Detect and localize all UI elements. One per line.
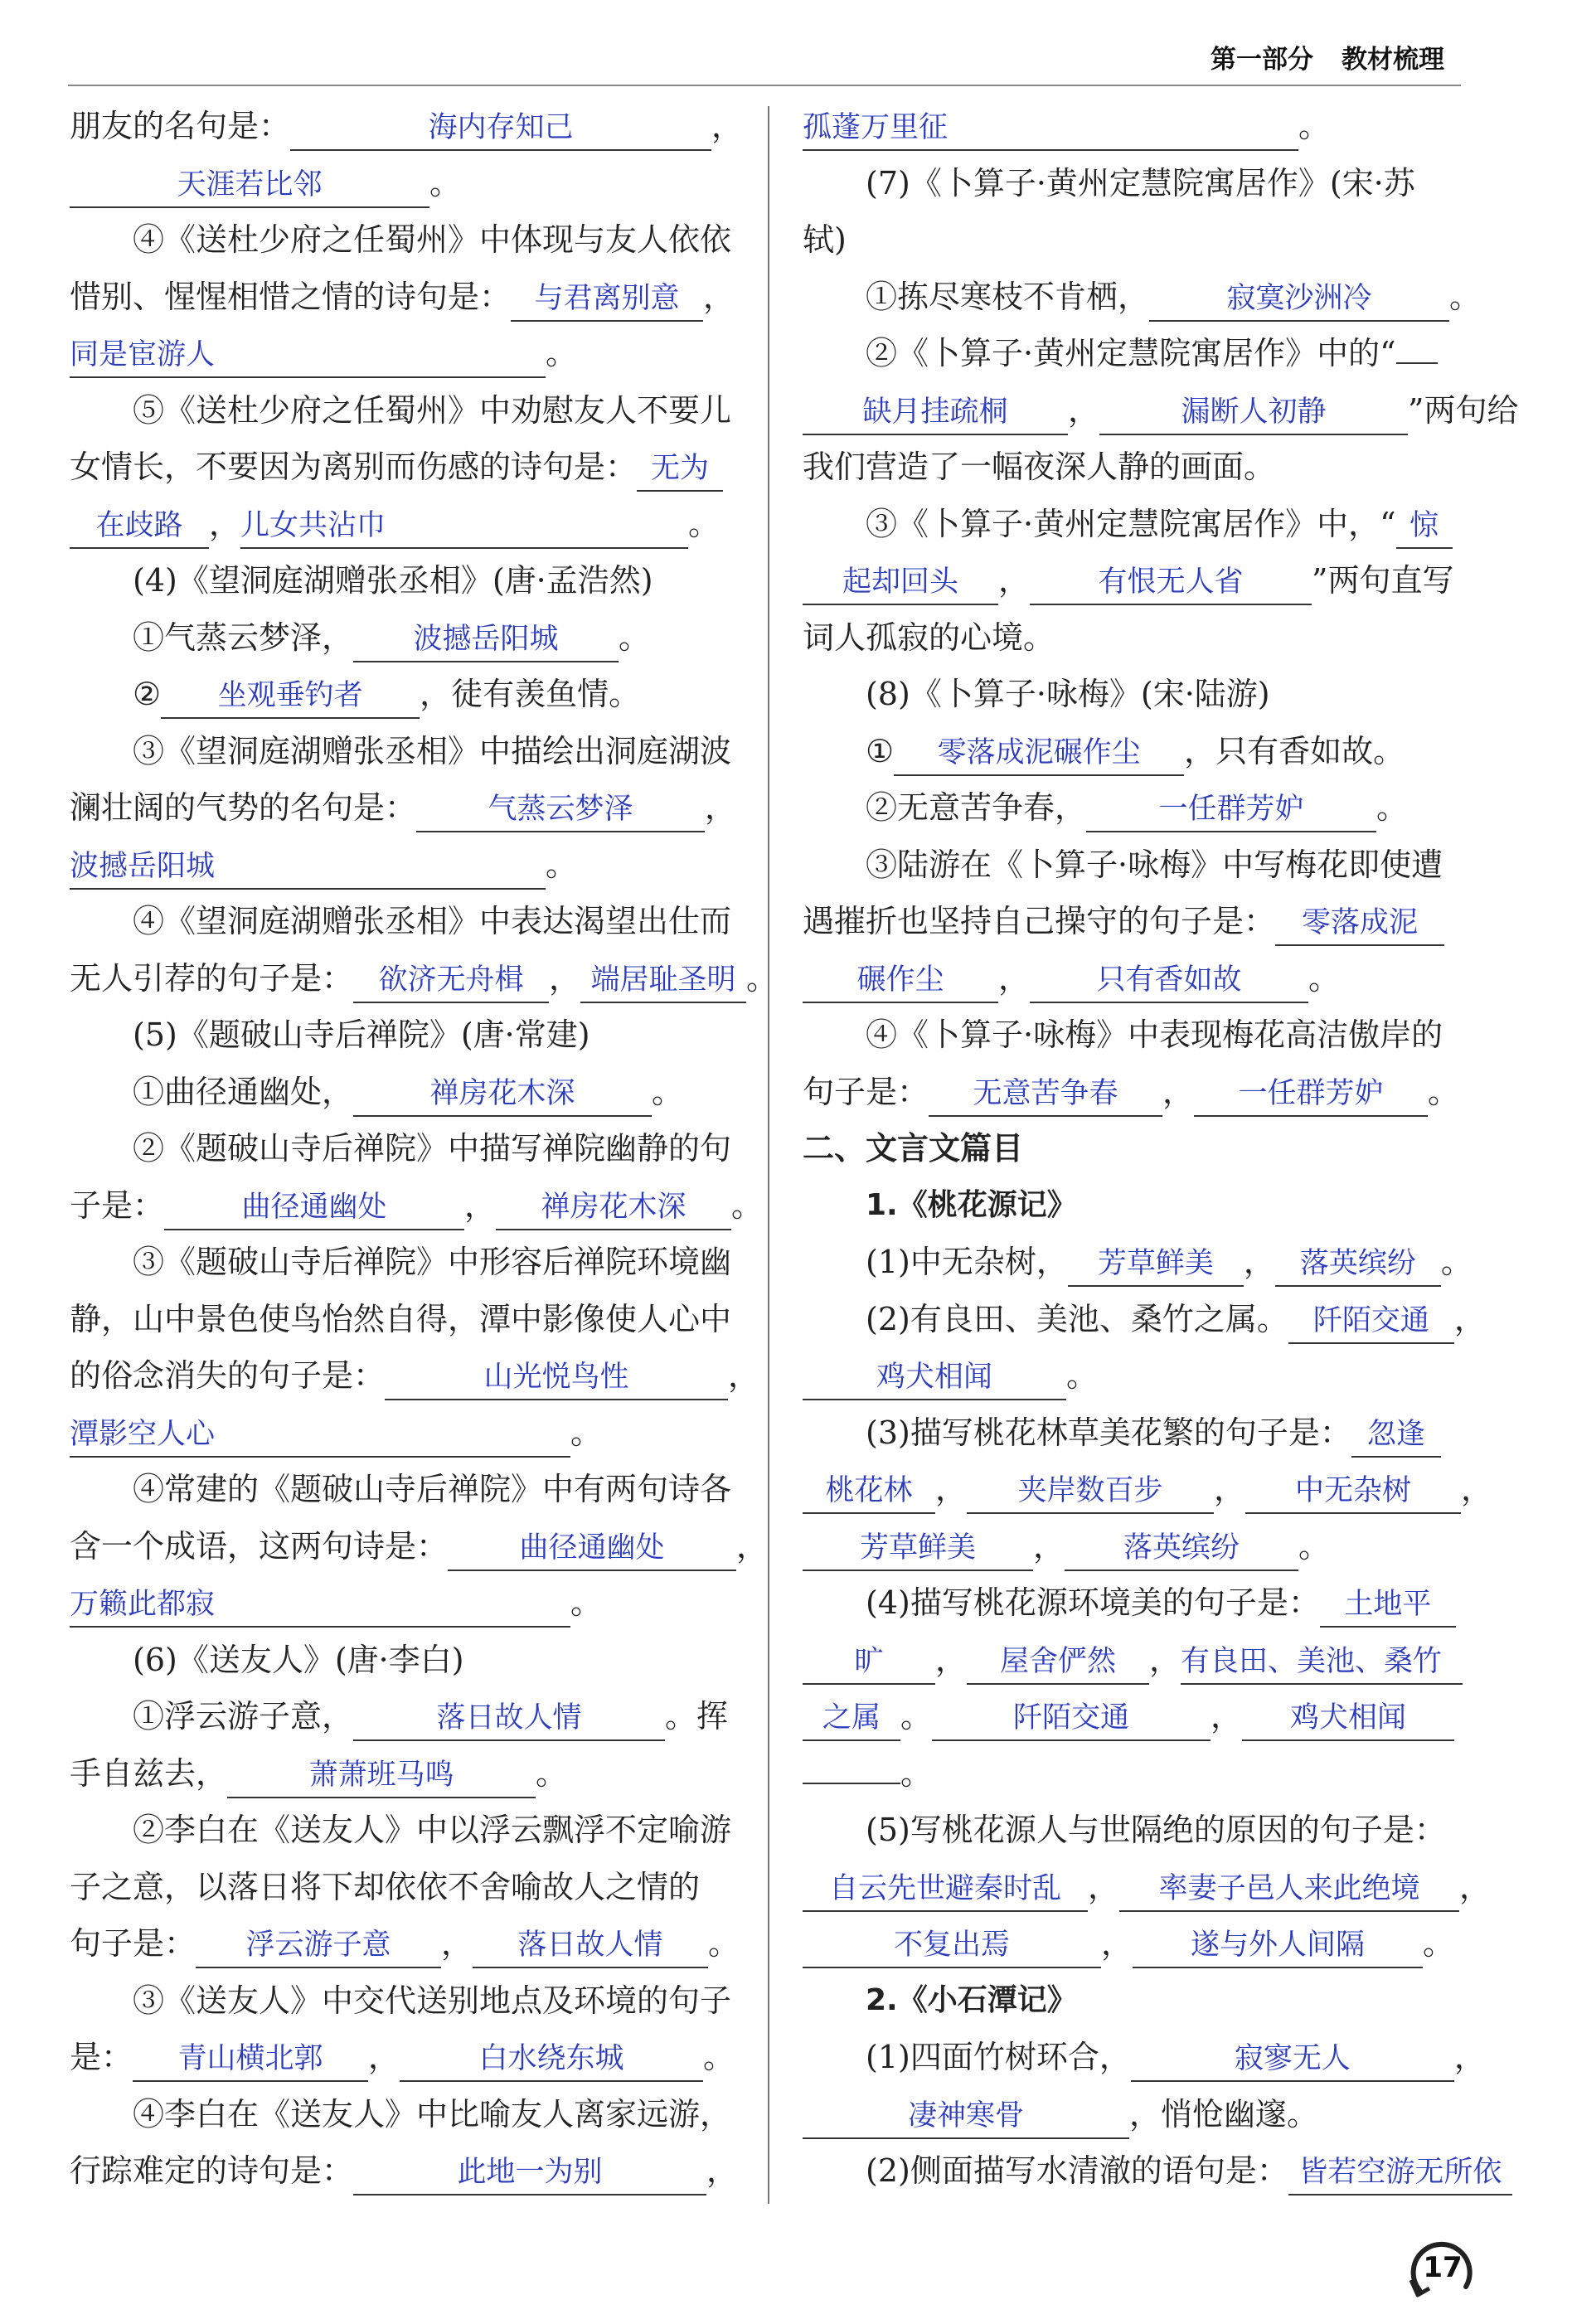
answer-blank: 与君离别意 [511, 277, 703, 322]
answer-blank: 遂与外人间隔 [1133, 1924, 1423, 1968]
text-line: ②《卜算子·黄州定慧院寓居作》中的“ [803, 325, 1476, 382]
answer-blank: 在歧路 [70, 504, 209, 549]
text-line: ② 坐观垂钓者 ，徒有羡鱼情。 [70, 666, 740, 723]
answer-blank: 中无杂树 [1245, 1469, 1461, 1514]
answer-blank: 夹岸数百步 [967, 1469, 1214, 1514]
text-line: 女情长，不要因为离别而伤感的诗句是： 无为 [70, 439, 740, 496]
answer-blank: 只有香如故 [1030, 958, 1308, 1003]
text-line: 无人引荐的句子是： 欲济无舟楫 ， 端居耻圣明 。 [70, 950, 740, 1007]
text-line: (1)四面竹树环合， 寂寥无人 ， [803, 2029, 1476, 2086]
text-line: 澜壮阔的气势的名句是： 气蒸云梦泽 ， [70, 779, 740, 837]
answer-blank: 萧萧班马鸣 [227, 1754, 536, 1798]
answer-blank: 芳草鲜美 [1068, 1242, 1244, 1287]
answer-blank: 起却回头 [803, 560, 998, 605]
text-line: 遇摧折也坚持自己操守的句子是： 零落成泥 [803, 893, 1476, 950]
answer-blank: 白水绕东城 [400, 2037, 703, 2082]
answer-blank: 曲径通幽处 [448, 1526, 736, 1571]
text-line: 同是宦游人 。 [70, 325, 740, 382]
text-line: ③《题破山寺后禅院》中形容后禅院环境幽 [133, 1244, 732, 1280]
text-line: ④《送杜少府之任蜀州》中体现与友人依依 [133, 221, 732, 258]
answer-blank: 阡陌交通 [1288, 1299, 1454, 1344]
answer-blank: 同是宦游人 [70, 333, 546, 378]
article-heading: 1.《桃花源记》 [866, 1187, 1077, 1222]
answer-blank: 桃花林 [803, 1469, 935, 1514]
text-line: 旷 ， 屋舍俨然 ，有良田、美池、桑竹 [803, 1632, 1476, 1689]
text-line: (2)有良田、美池、桑竹之属。 阡陌交通 ， [803, 1291, 1476, 1348]
text-line: (6)《送友人》(唐·李白) [133, 1641, 464, 1678]
answer-blank: 端居耻圣明 [580, 958, 746, 1003]
page-header [1211, 38, 1473, 75]
text-line: ①拣尽寒枝不肯栖， 寂寞沙洲冷 。 [803, 269, 1476, 326]
text-line: (1)中无杂树， 芳草鲜美 ， 落英缤纷 。 [803, 1234, 1476, 1291]
text-line: ①浮云游子意， 落日故人情 。挥 [70, 1688, 740, 1745]
text-line: ③陆游在《卜算子·咏梅》中写梅花即使遭 [866, 846, 1443, 883]
text-line: 句子是： 浮云游子意 ， 落日故人情 。 [70, 1915, 740, 1972]
text-line: 之属 。 阡陌交通 ， 鸡犬相闻 [803, 1688, 1476, 1745]
text-line: 子是： 曲径通幽处 ， 禅房花木深 。 [70, 1177, 740, 1235]
answer-blank: 忽逢 [1351, 1413, 1441, 1458]
text-line: 凄神寒骨 ，悄怆幽邃。 [803, 2086, 1476, 2143]
text-line: 子之意，以落日将下却依依不舍喻故人之情的 [70, 1868, 701, 1905]
text-line: 是： 青山横北郭 ， 白水绕东城 。 [70, 2029, 740, 2086]
text-line: 轼) [803, 221, 847, 258]
answer-blank: 山光悦鸟性 [385, 1356, 728, 1400]
answer-blank: 此地一为别 [353, 2151, 706, 2195]
answer-blank: 芳草鲜美 [803, 1526, 1033, 1571]
text-line: 缺月挂疏桐 ， 漏断人初静 ”两句给 [803, 382, 1476, 439]
text-line: ③《送友人》中交代送别地点及环境的句子 [133, 1982, 732, 2019]
text-line: 在歧路 ，儿女共沾巾 。 [70, 496, 740, 553]
text-line: ②无意苦争春， 一任群芳妒 。 [803, 779, 1476, 837]
text-line: (3)描写桃花林草美花繁的句子是： 忽逢 [803, 1405, 1476, 1462]
text-line: 桃花林 ， 夹岸数百步 ， 中无杂树 ， [803, 1461, 1476, 1518]
text-line: ⑤《送杜少府之任蜀州》中劝慰友人不要儿 [133, 391, 732, 429]
text-line: (7)《卜算子·黄州定慧院寓居作》(宋·苏 [866, 164, 1415, 201]
answer-blank: 落英缤纷 [1065, 1526, 1298, 1571]
answer-blank: 自云先世避秦时乱 [803, 1867, 1088, 1912]
text-line: ④《望洞庭湖赠张丞相》中表达渴望出仕而 [133, 903, 732, 939]
text-line: 碾作尘 ， 只有香如故 。 [803, 950, 1476, 1007]
text-line: ②《题破山寺后禅院》中描写禅院幽静的句 [133, 1130, 732, 1167]
answer-blank: 皆若空游无所依 [1288, 2151, 1512, 2195]
text-line: 天涯若比邻 。 [70, 155, 740, 212]
answer-blank: 有良田、美池、桑竹 [1181, 1640, 1463, 1685]
text-line: (5)《题破山寺后禅院》(唐·常建) [133, 1016, 590, 1053]
text-line: (4)描写桃花源环境美的句子是： 土地平 [803, 1574, 1476, 1632]
answer-blank: 零落成泥碾作尘 [894, 731, 1184, 776]
text-line: 行踪难定的诗句是： 此地一为别 ， [70, 2142, 740, 2200]
text-line: ②李白在《送友人》中以浮云飘浮不定喻游 [133, 1812, 732, 1848]
answer-blank: 零落成泥 [1275, 901, 1444, 946]
answer-blank: 曲径通幽处 [164, 1186, 464, 1230]
answer-blank: 有恨无人省 [1030, 560, 1312, 605]
answer-blank: 海内存知己 [290, 106, 711, 151]
answer-blank [1396, 362, 1438, 364]
answer-blank: 波撼岳阳城 [70, 845, 546, 890]
header-rule [68, 85, 1461, 86]
text-line: 我们营造了一幅夜深人静的画面。 [803, 449, 1276, 485]
answer-blank: 坐观垂钓者 [161, 674, 420, 719]
answer-blank: 不复出焉 [803, 1924, 1101, 1968]
text-line: 鸡犬相闻 。 [803, 1347, 1476, 1405]
page-number: 17 [1423, 2251, 1463, 2284]
text-line: 。 [803, 1745, 1476, 1802]
answer-blank: 气蒸云梦泽 [416, 788, 705, 832]
answer-blank: 天涯若比邻 [70, 163, 429, 208]
text-line: (8)《卜算子·咏梅》(宋·陆游) [866, 676, 1270, 712]
answer-blank: 潭影空人心 [70, 1413, 570, 1458]
text-line: ④《卜算子·咏梅》中表现梅花高洁傲岸的 [866, 1016, 1443, 1053]
text-line: 自云先世避秦时乱 ， 率妻子邑人来此绝境 ， [803, 1859, 1476, 1916]
header-title: 教材梳理 [1342, 45, 1444, 75]
text-line: 孤蓬万里征 。 [803, 98, 1476, 155]
answer-blank: 禅房花木深 [353, 1072, 652, 1117]
text-line: ①气蒸云梦泽， 波撼岳阳城 。 [70, 609, 740, 667]
answer-blank: 波撼岳阳城 [353, 618, 619, 662]
answer-blank: 寂寥无人 [1131, 2037, 1454, 2082]
header-part: 第一部分 [1211, 45, 1313, 75]
text-line: (4)《望洞庭湖赠张丞相》(唐·孟浩然) [133, 562, 653, 599]
answer-blank: 浮云游子意 [196, 1924, 441, 1968]
text-line: 起却回头 ， 有恨无人省 ”两句直写 [803, 552, 1476, 609]
answer-blank: 惊 [1396, 504, 1453, 549]
text-line: ①曲径通幽处， 禅房花木深 。 [70, 1064, 740, 1121]
text-line: 万籁此都寂 。 [70, 1574, 740, 1632]
answer-blank: 禅房花木深 [496, 1186, 731, 1230]
text-line: 的俗念消失的句子是： 山光悦鸟性 ， [70, 1347, 740, 1405]
answer-blank: 无为 [637, 447, 723, 492]
text-line: ③《望洞庭湖赠张丞相》中描绘出洞庭湖波 [133, 732, 732, 769]
answer-blank: 一任群芳妒 [1086, 788, 1376, 832]
answer-blank: 孤蓬万里征 [803, 106, 1298, 151]
text-line: 波撼岳阳城 。 [70, 837, 740, 894]
answer-blank: 凄神寒骨 [803, 2094, 1129, 2139]
column-divider [768, 106, 769, 2204]
text-line: 含一个成语，这两句诗是： 曲径通幽处 ， [70, 1518, 740, 1575]
answer-blank: 一任群芳妒 [1194, 1072, 1428, 1117]
answer-blank: 无意苦争春 [929, 1072, 1162, 1117]
text-line: ① 零落成泥碾作尘 ，只有香如故。 [803, 723, 1476, 780]
answer-blank: 旷 [803, 1640, 935, 1685]
answer-blank: 之属 [803, 1696, 900, 1741]
answer-blank: 鸡犬相闻 [803, 1356, 1066, 1400]
answer-blank: 屋舍俨然 [967, 1640, 1149, 1685]
answer-blank: 率妻子邑人来此绝境 [1119, 1867, 1459, 1912]
answer-blank: 碾作尘 [803, 958, 998, 1003]
page-number-badge [1401, 2227, 1481, 2307]
answer-blank: 阡陌交通 [932, 1696, 1211, 1741]
answer-blank: 儿女共沾巾 [240, 504, 688, 549]
text-line: 潭影空人心 。 [70, 1405, 740, 1462]
answer-blank: 漏断人初静 [1099, 391, 1408, 435]
section-heading: 二、文言文篇目 [803, 1130, 1024, 1167]
answer-blank [803, 1783, 900, 1784]
answer-blank: 万籁此都寂 [70, 1583, 570, 1628]
text-line: 词人孤寂的心境。 [803, 619, 1055, 656]
answer-blank: 缺月挂疏桐 [803, 391, 1068, 435]
answer-blank: 土地平 [1320, 1583, 1456, 1628]
answer-blank: 欲济无舟楫 [353, 958, 549, 1003]
text-line: (2)侧面描写水清澈的语句是： 皆若空游无所依 [803, 2142, 1476, 2200]
text-line: 不复出焉 ， 遂与外人间隔 。 [803, 1915, 1476, 1972]
answer-blank: 寂寞沙洲冷 [1149, 277, 1449, 322]
text-line: 朋友的名句是： 海内存知己 ， [70, 98, 740, 155]
left-column [70, 98, 779, 2200]
text-line: 惜别、惺惺相惜之情的诗句是： 与君离别意 ， [70, 269, 740, 326]
text-line: 手自兹去， 萧萧班马鸣 。 [70, 1745, 740, 1802]
text-line: (5)写桃花源人与世隔绝的原因的句子是： [866, 1812, 1446, 1848]
text-line: 静，山中景色使鸟怡然自得，潭中影像使人心中 [70, 1300, 732, 1337]
answer-blank: 鸡犬相闻 [1242, 1696, 1454, 1741]
answer-blank: 落日故人情 [473, 1924, 708, 1968]
text-line: ④常建的《题破山寺后禅院》中有两句诗各 [133, 1471, 732, 1507]
answer-blank: 青山横北郭 [133, 2037, 368, 2082]
article-heading: 2.《小石潭记》 [866, 1982, 1077, 2017]
answer-blank: 落英缤纷 [1275, 1242, 1441, 1287]
text-line: 句子是： 无意苦争春 ， 一任群芳妒 。 [803, 1064, 1476, 1121]
text-line: ④李白在《送友人》中比喻友人离家远游， [133, 2095, 732, 2132]
text-line: 芳草鲜美 ， 落英缤纷 。 [803, 1518, 1476, 1575]
right-column [803, 98, 1519, 2200]
answer-blank: 落日故人情 [353, 1696, 665, 1741]
text-line: ③《卜算子·黄州定慧院寓居作》中，“ 惊 [803, 496, 1476, 553]
